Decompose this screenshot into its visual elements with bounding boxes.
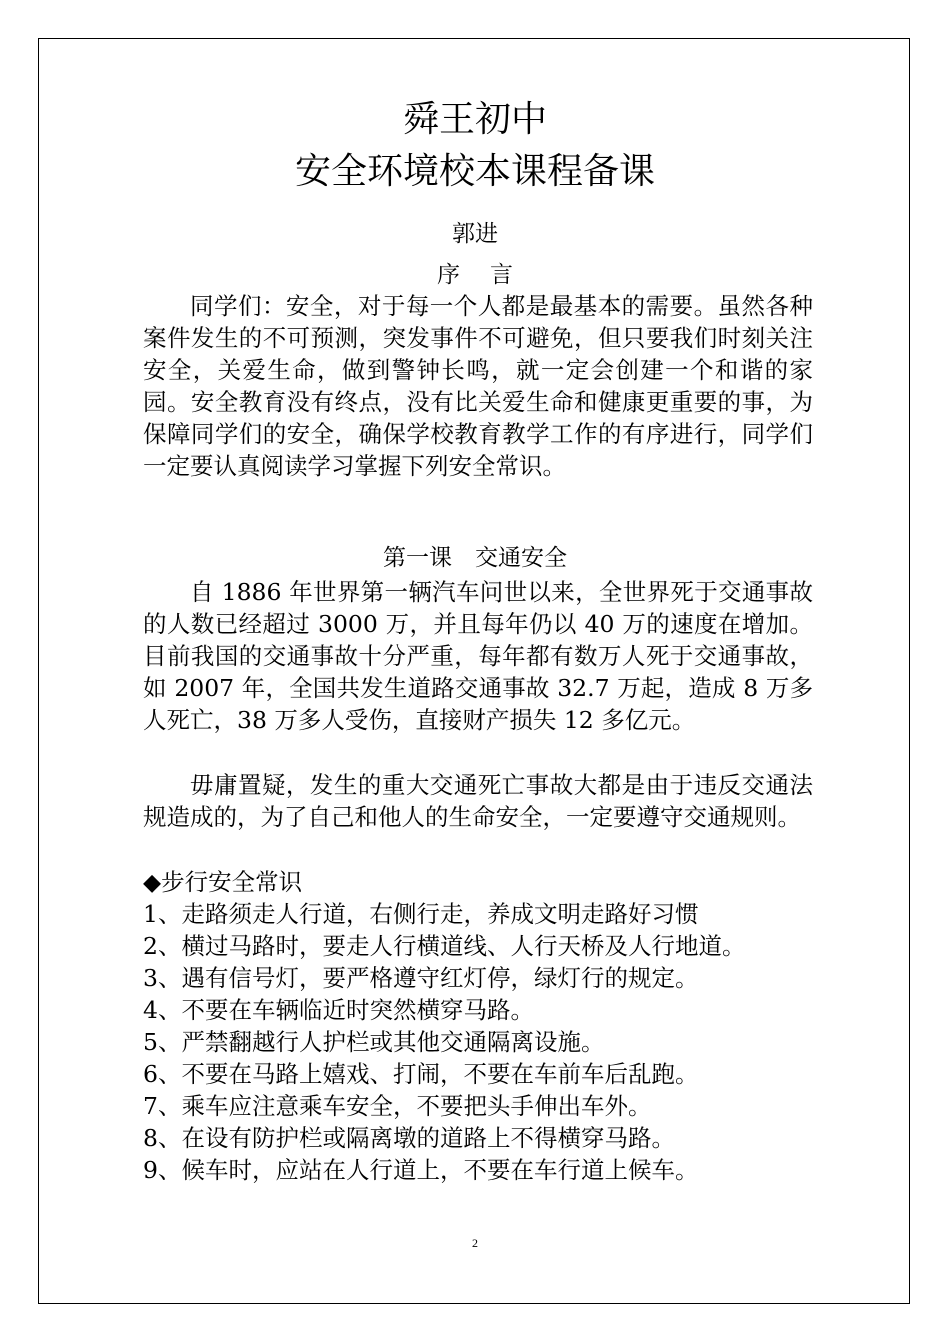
list-item: 8、在设有防护栏或隔离墩的道路上不得横穿马路。: [143, 1124, 675, 1152]
list-item: 7、乘车应注意乘车安全，不要把头手伸出车外。: [143, 1092, 652, 1120]
lesson-heading: 第一课 交通安全: [383, 545, 567, 571]
list-item: 1、走路须走人行道，右侧行走，养成文明走路好习惯: [143, 900, 699, 928]
list-item: 4、不要在车辆临近时突然横穿马路。: [143, 996, 534, 1024]
list-item: 5、严禁翻越行人护栏或其他交通隔离设施。: [143, 1028, 605, 1056]
preface-paragraph: 同学们：安全，对于每一个人都是最基本的需要。虽然各种案件发生的不可预测，突发事件不可避免，但只要我们时刻关注安全，关爱生命，做到警钟长鸣，就一定会创建一个和谐的家园。安全教育没有终点，没有比关爱生命和健康更重要的事，为保障同学们的安全，确保学校教育教学工作的有序进行，同学们一定要认真阅读学习掌握下列安全常识。: [143, 292, 813, 480]
walking-rules-list: [143, 898, 813, 1186]
lesson-paragraph-1: 自 1886 年世界第一辆汽车问世以来，全世界死于交通事故的人数已经超过 3000 万，并且每年仍以 40 万的速度在增加。目前我国的交通事故十分严重，每年都有数万人死于交通事故，如 2007 年，全国共发生道路交通事故 32.7 万起，造成 8 万多人死亡，38 万多人受伤，直接财产损失 12 多亿元。: [143, 578, 813, 734]
list-item: 3、遇有信号灯，要严格遵守红灯停，绿灯行的规定。: [143, 964, 699, 992]
walking-safety-subhead: ◆步行安全常识: [143, 868, 303, 896]
list-item: 6、不要在马路上嬉戏、打闹，不要在车前车后乱跑。: [143, 1060, 699, 1088]
author-name: 郭进: [452, 221, 498, 247]
lesson-paragraph-2: 毋庸置疑，发生的重大交通死亡事故大都是由于违反交通法规造成的，为了自己和他人的生命安全，一定要遵守交通规则。: [143, 771, 813, 831]
page-number: 2: [472, 1236, 478, 1250]
course-title: 安全环境校本课程备课: [294, 151, 655, 192]
list-item: 9、候车时，应站在人行道上，不要在车行道上候车。: [143, 1156, 699, 1184]
preface-heading: 序言: [437, 262, 543, 288]
list-item: 2、横过马路时，要走人行横道线、人行天桥及人行地道。: [143, 932, 746, 960]
school-title: 舜王初中: [402, 99, 547, 140]
